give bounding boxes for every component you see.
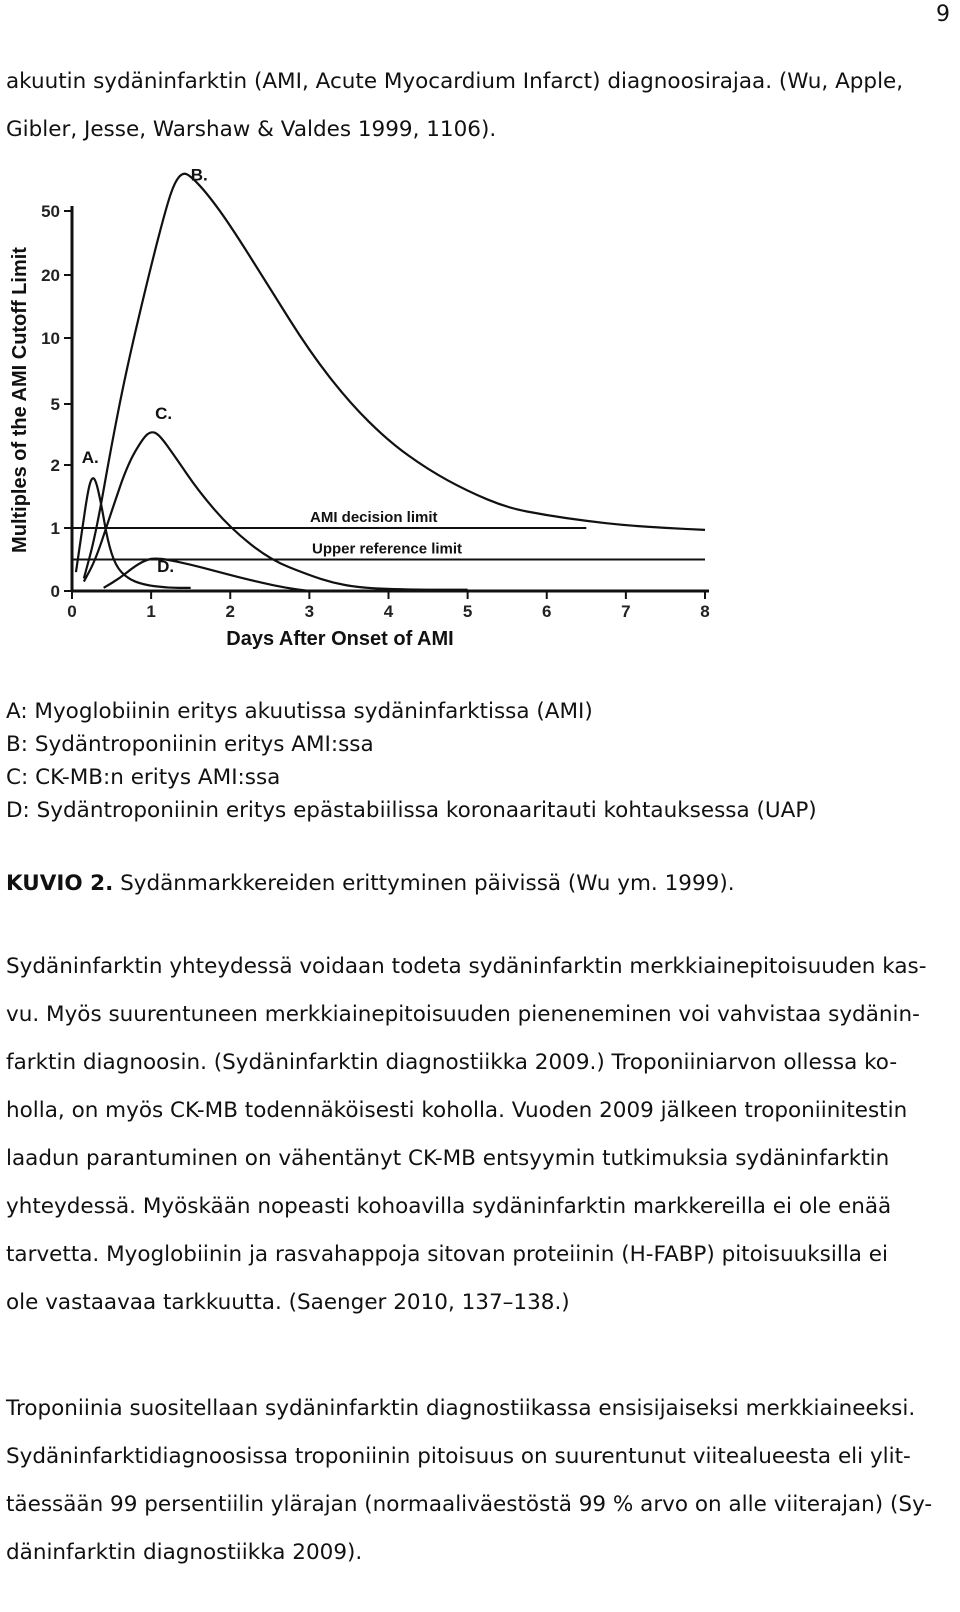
x-tick-label: 6	[542, 602, 552, 621]
paragraph-line: farktin diagnoosin. (Sydäninfarktin diagnostiikka 2009.) Troponiiniarvon ollessa ko-	[6, 1050, 898, 1075]
x-tick-label: 0	[67, 602, 77, 621]
x-axis-title: Days After Onset of AMI	[226, 628, 454, 650]
series-label: A.	[81, 448, 99, 468]
paragraph-line: vu. Myös suurentuneen merkkiainepitoisuuden pieneneminen voi vahvistaa sydänin-	[6, 1002, 920, 1027]
x-tick-label: 7	[621, 602, 631, 621]
paragraph-line: yhteydessä. Myöskään nopeasti kohoavilla sydäninfarktin markkereilla ei ole enää	[6, 1194, 892, 1219]
page-number: 9	[936, 2, 950, 27]
x-tick-label: 4	[383, 602, 394, 621]
x-tick-label: 2	[225, 602, 235, 621]
series-label: B.	[190, 165, 208, 185]
body-paragraph-1	[6, 943, 936, 1327]
paragraph-line: däninfarktin diagnostiikka 2009).	[6, 1540, 363, 1565]
y-tick-label: 5	[50, 395, 60, 414]
reference-line-label: Upper reference limit	[312, 540, 463, 558]
y-tick-label: 10	[41, 329, 60, 348]
x-tick-label: 5	[462, 602, 473, 621]
reference-line-label: AMI decision limit	[310, 509, 438, 526]
x-tick-label: 8	[700, 602, 710, 621]
reference-lines	[72, 509, 705, 560]
x-tick-label: 3	[304, 602, 315, 621]
paragraph-line: ole vastaavaa tarkkuutta. (Saenger 2010, 137–138.)	[6, 1290, 570, 1315]
x-tick-label: 1	[146, 602, 156, 621]
y-tick-label: 1	[50, 519, 60, 538]
chart-labels	[82, 165, 208, 576]
series-label: C.	[155, 404, 173, 424]
paragraph-line: Sydäninfarktin yhteydessä voidaan todeta sydäninfarktin merkkiainepitoisuuden kas-	[6, 954, 927, 979]
y-tick-label: 50	[41, 202, 60, 221]
figure-caption	[6, 860, 936, 908]
paragraph-line: tarvetta. Myoglobiinin ja rasvahappoja sitovan proteiinin (H-FABP) pitoisuuksilla ei	[6, 1242, 889, 1267]
y-axis-title: Multiples of the AMI Cutoff Limit	[9, 247, 31, 553]
caption-text: Sydänmarkkereiden erittyminen päivissä (Wu ym. 1999).	[113, 871, 735, 896]
paragraph-line: Troponiinia suositellaan sydäninfarktin diagnostiikassa ensisijaiseksi merkkiaineeksi.	[6, 1396, 916, 1421]
marker-release-chart	[0, 165, 760, 680]
y-tick-label: 20	[41, 266, 60, 285]
legend-item-c: C: CK-MB:n eritys AMI:ssa	[6, 765, 281, 790]
figure-legend	[6, 695, 936, 827]
intro-line: akuutin sydäninfarktin (AMI, Acute Myocardium Infarct) diagnoosirajaa. (Wu, Apple,	[6, 69, 904, 94]
y-tick-label: 0	[50, 582, 60, 601]
body-paragraph-2	[6, 1385, 936, 1577]
paragraph-line: Sydäninfarktidiagnoosissa troponiinin pitoisuus on suurentunut viitealueesta eli ylit-	[6, 1444, 911, 1469]
paragraph-line: holla, on myös CK-MB todennäköisesti koholla. Vuoden 2009 jälkeen troponiinitestin	[6, 1098, 908, 1123]
paragraph-line: laadun parantuminen on vähentänyt CK-MB entsyymin tutkimuksia sydäninfarktin	[6, 1146, 890, 1171]
series-label: D.	[157, 557, 175, 577]
legend-item-b: B: Sydäntroponiinin eritys AMI:ssa	[6, 732, 374, 757]
intro-paragraph	[6, 58, 936, 154]
legend-item-a: A: Myoglobiinin eritys akuutissa sydäninfarktissa (AMI)	[6, 699, 593, 724]
paragraph-line: täessään 99 persentiilin ylärajan (normaaliväestöstä 99 % arvo on alle viiterajan) (Sy-	[6, 1492, 933, 1517]
intro-line: Gibler, Jesse, Warshaw & Valdes 1999, 1106).	[6, 117, 497, 142]
legend-item-d: D: Sydäntroponiinin eritys epästabiilissa koronaaritauti kohtauksessa (UAP)	[6, 798, 817, 823]
caption-label: KUVIO 2.	[6, 871, 114, 896]
y-tick-label: 2	[50, 456, 60, 475]
